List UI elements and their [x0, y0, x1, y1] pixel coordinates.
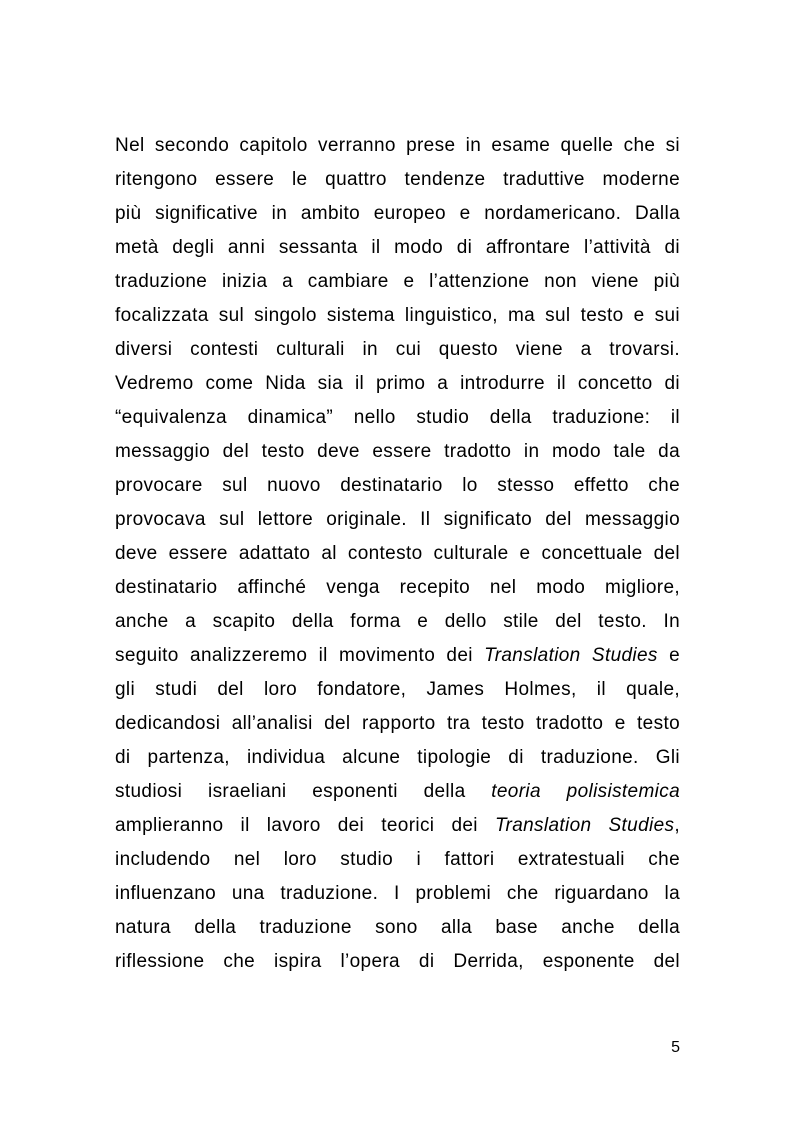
italic-term: Translation Studies: [495, 815, 675, 836]
text-segment: gli studi del loro fondatore, James Holmes, il quale,: [115, 679, 680, 700]
text-segment: Vedremo come Nida sia il primo a introdurre il concetto di: [115, 373, 680, 394]
text-line: [115, 503, 680, 537]
italic-term: Translation Studies: [484, 645, 658, 666]
page-number: 5: [671, 1039, 680, 1056]
text-segment: ,: [674, 815, 680, 836]
text-line: [115, 911, 680, 945]
text-line: [115, 605, 680, 639]
text-line: [115, 435, 680, 469]
text-line: [115, 401, 680, 435]
text-segment: messaggio del testo deve essere tradotto in modo tale da: [115, 441, 680, 462]
text-line: [115, 673, 680, 707]
text-line: [115, 367, 680, 401]
text-segment: seguito analizzeremo il movimento dei: [115, 645, 485, 666]
text-segment: più significative in ambito europeo e nordamericano. Dalla: [115, 203, 680, 224]
text-segment: riflessione che ispira l’opera di Derrida, esponente del: [115, 951, 680, 972]
text-line: [115, 775, 680, 809]
text-segment: focalizzata sul singolo sistema linguistico, ma sul testo e sui: [115, 305, 680, 326]
text-line: [115, 299, 680, 333]
text-line: [115, 741, 680, 775]
text-segment: includendo nel loro studio i fattori extratestuali che: [115, 849, 680, 870]
text-line: [115, 333, 680, 367]
text-line: [115, 809, 680, 843]
text-line: [115, 877, 680, 911]
text-line: [115, 707, 680, 741]
italic-term: teoria polisistemica: [491, 781, 680, 802]
text-segment: provocare sul nuovo destinatario lo stesso effetto che: [115, 475, 680, 496]
text-line: [115, 639, 680, 673]
text-segment: dedicandosi all’analisi del rapporto tra testo tradotto e testo: [115, 713, 680, 734]
text-segment: influenzano una traduzione. I problemi che riguardano la: [115, 883, 680, 904]
text-segment: amplieranno il lavoro dei teorici dei: [115, 815, 495, 836]
text-segment: diversi contesti culturali in cui questo viene a trovarsi.: [115, 339, 680, 360]
text-line: [115, 843, 680, 877]
text-segment: metà degli anni sessanta il modo di affrontare l’attività di: [115, 237, 680, 258]
text-line: [115, 231, 680, 265]
text-segment: di partenza, individua alcune tipologie di traduzione. Gli: [115, 747, 680, 768]
text-line: [115, 197, 680, 231]
text-line: [115, 129, 680, 163]
text-segment: natura della traduzione sono alla base anche della: [115, 917, 680, 938]
text-segment: destinatario affinché venga recepito nel modo migliore,: [115, 577, 680, 598]
text-segment: traduzione inizia a cambiare e l’attenzione non viene più: [115, 271, 680, 292]
text-segment: e: [657, 645, 680, 666]
text-line: [115, 163, 680, 197]
text-line: [115, 537, 680, 571]
text-segment: studiosi israeliani esponenti della: [115, 781, 492, 802]
text-segment: ritengono essere le quattro tendenze traduttive moderne: [115, 169, 680, 190]
text-segment: Nel secondo capitolo verranno prese in esame quelle che si: [115, 135, 680, 156]
text-line: [115, 571, 680, 605]
body-paragraph: [115, 129, 680, 979]
text-line: [115, 945, 680, 979]
text-segment: deve essere adattato al contesto culturale e concettuale del: [115, 543, 680, 564]
text-segment: anche a scapito della forma e dello stile del testo. In: [115, 611, 680, 632]
text-line: [115, 469, 680, 503]
text-line: [115, 265, 680, 299]
text-segment: provocava sul lettore originale. Il significato del messaggio: [115, 509, 680, 530]
text-segment: “equivalenza dinamica” nello studio della traduzione: il: [115, 407, 680, 428]
